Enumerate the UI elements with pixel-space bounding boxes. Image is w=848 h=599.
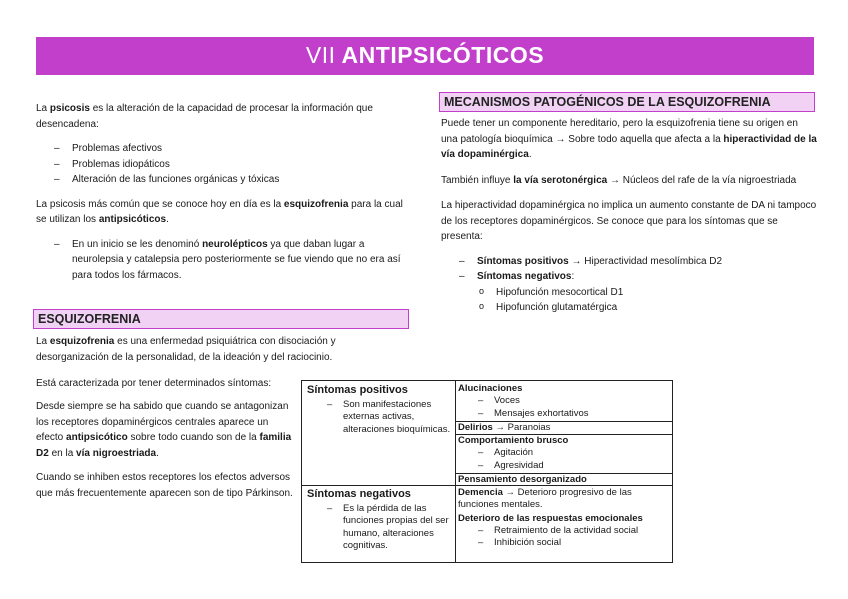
esquizofrenia-intro: La psicosis más común que se conoce hoy en día es la esquizofrenia para la cual se utilizan los antipsicóticos. (36, 198, 403, 225)
esquizofrenia-heading: ESQUIZOFRENIA (33, 309, 409, 329)
delirios-cell: Delirios → Paranoias (458, 422, 551, 433)
list-item: – Agitación (458, 447, 672, 459)
alucinaciones-title: Alucinaciones (458, 383, 523, 394)
list-item: – En un inicio se les denominó neurolépticos ya que daban lugar a neurolepsia y catalepsia pero posteriormente se fue viendo que no era así para todos los fármacos. (36, 237, 416, 284)
hyperactivity-paragraph: La hiperactividad dopaminérgica no implica un aumento constante de DA ni tampoco de los receptores dopaminérgicos. Se conoce que para los síntomas que se presenta: (441, 200, 817, 242)
adverse-effects-paragraph: Cuando se inhiben estos receptores los efectos adversos que más frecuentemente aparecen son de tipo Párkinson. (36, 472, 293, 499)
list-item: o Hipofunción glutamatérgica (441, 300, 817, 316)
list-item: – Son manifestaciones externas activas, alteraciones bioquímicas. (307, 399, 452, 436)
list-item: – Es la pérdida de las funciones propias del ser humano, alteraciones cognitivas. (307, 503, 452, 552)
characterization-text: Está caracterizada por tener determinados síntomas: (36, 378, 272, 389)
alucinaciones-cell (458, 383, 672, 420)
list-item: – Problemas idiopáticos (36, 157, 416, 173)
list-item: – Síntomas positivos → Hiperactividad mesolímbica D2 (441, 254, 817, 270)
mecanismos-heading: MECANISMOS PATOGÉNICOS DE LA ESQUIZOFRENIA (439, 92, 815, 112)
positive-desc-list (307, 399, 452, 436)
intro-section (36, 101, 416, 283)
hereditary-paragraph: Puede tener un componente hereditario, pero la esquizofrenia tiene su origen en una patología bioquímica → Sobre todo aquella que afecta a la hiperactividad de la vía dopaminérgica. (441, 118, 817, 160)
comportamiento-list (458, 447, 672, 472)
list-item: – Síntomas negativos: (441, 269, 817, 285)
demencia-cell (458, 487, 672, 550)
mecanismos-section (441, 116, 817, 316)
antagonism-paragraph: Desde siempre se ha sabido que cuando se antagonizan los receptores dopaminérgicos centrales aparece un efecto antipsicótico sobre todo cuando son de la familia D2 en la vía nigroestriada. Cuando se inhiben estos receptores los efectos adversos que más frecuentemente aparecen son de tipo Párkinson. (36, 399, 298, 501)
symptoms-table (301, 380, 673, 563)
positive-symptoms-title: Síntomas positivos (307, 384, 408, 396)
deterioro-title: Deterioro de las respuestas emocionales (458, 512, 643, 524)
pensamiento-cell: Pensamiento desorganizado (458, 474, 587, 485)
table-divider (455, 381, 456, 562)
list-item: – Retraimiento de la actividad social (458, 525, 672, 537)
symptom-mechanisms-list (441, 254, 817, 285)
list-item: – Problemas afectivos (36, 141, 416, 157)
neurolepticos-note (36, 237, 416, 284)
negative-mechanisms-list (441, 285, 817, 316)
negative-desc-list (307, 503, 452, 552)
comportamiento-title: Comportamiento brusco (458, 435, 569, 446)
demencia-line: Demencia → Deterioro progresivo de las funciones mentales. (458, 487, 632, 511)
list-item: – Inhibición social (458, 537, 672, 549)
causes-list (36, 141, 416, 188)
serotonergic-paragraph: También influye la vía serotonérgica → Núcleos del rafe de la vía nigroestriada (441, 174, 797, 186)
comportamiento-cell (458, 435, 672, 472)
list-item: o Hipofunción mesocortical D1 (441, 285, 817, 301)
psicosis-definition: La psicosis es la alteración de la capacidad de procesar la información que desencadena: (36, 103, 373, 130)
negative-symptoms-cell (307, 486, 452, 552)
negative-symptoms-title: Síntomas negativos (307, 488, 411, 500)
list-item: – Alteración de las funciones orgánicas y tóxicas (36, 172, 416, 188)
title-banner (36, 37, 814, 75)
chapter-number: VII (305, 42, 336, 69)
list-item: – Agresividad (458, 460, 672, 472)
list-item: – Voces (458, 395, 672, 407)
alucinaciones-list (458, 395, 672, 420)
list-item: – Mensajes exhortativos (458, 408, 672, 420)
deterioro-list (458, 525, 672, 550)
chapter-title: ANTIPSICÓTICOS (341, 42, 545, 69)
esquizofrenia-definition: La esquizofrenia es una enfermedad psiquiátrica con disociación y desorganización de la personalidad, de la ideación y del raciocinio. (36, 336, 336, 363)
positive-symptoms-cell (307, 382, 452, 436)
